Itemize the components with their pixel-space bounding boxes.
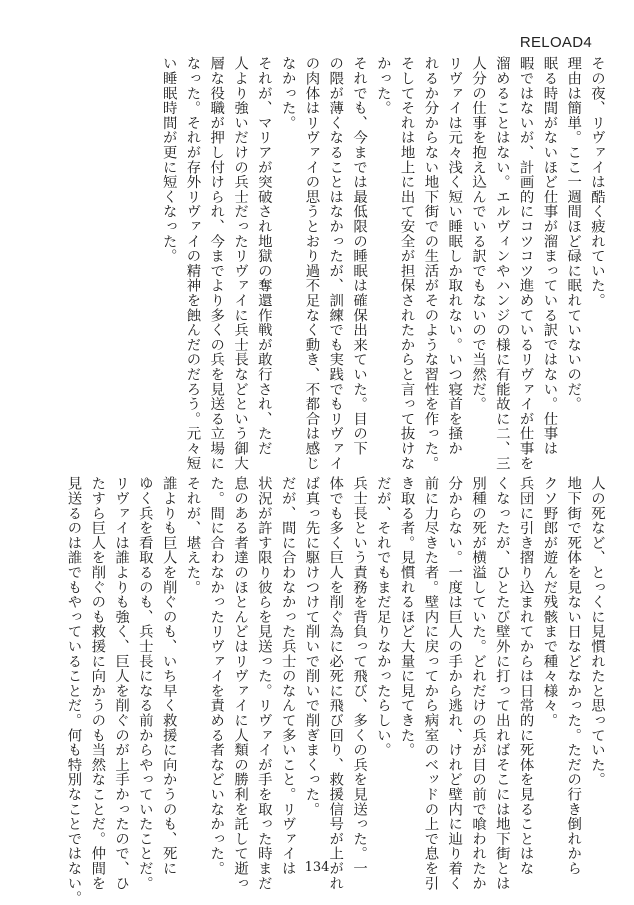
text-line: 分からない。一度は巨人の手から逃れ、けれど壁内に辿り着く xyxy=(446,476,463,891)
text-line: リヴァイは誰よりも強く、巨人を削ぐのが上手かったので、ひ xyxy=(113,476,130,891)
text-line: ゆく兵を看取るのも、兵士長になる前からやっていたことだ。 xyxy=(136,476,153,891)
text-line: 兵士長という責務を背負って飛び、多くの兵を見送った。一 xyxy=(351,476,368,876)
text-line: 理由は簡単。ここ一週間ほど碌に眠れていないのだ。 xyxy=(565,56,582,412)
text-line: かった。 xyxy=(374,56,391,116)
text-line: の肉体はリヴァイの思うとおり過不足なく動き、不都合は感じ xyxy=(303,56,320,471)
text-line: リヴァイは元々浅く短い睡眠しか取れない。いつ寝首を掻か xyxy=(446,56,463,456)
upper-text-block xyxy=(42,56,608,471)
text-line: 眠る時間がないほど仕事が溜まっている訳ではない。仕事は xyxy=(541,56,558,456)
text-line: それでも、今までは最低限の睡眠は確保出来ていた。目の下 xyxy=(351,56,368,456)
text-line: 地下街で死体を見ない日などなかった。ただの行き倒れから xyxy=(565,476,582,876)
text-line: の隈が薄くなることはなかったが、訓練でも実践でもリヴァイ xyxy=(327,56,344,471)
text-line: 溜めることはない。エルヴィンやハンジの様に有能故に二、三 xyxy=(493,56,510,471)
text-line: だが、それでもまだ足りなかったらしい。 xyxy=(374,476,391,758)
text-line: 層な役職が押し付けられ、今までより多くの兵を見送る立場に xyxy=(208,56,225,471)
text-line: なった。それが存外リヴァイの精神を蝕んだのだろう。元々短 xyxy=(184,56,201,471)
text-line: 息のある者達のほとんどはリヴァイに人類の勝利を託して逝っ xyxy=(232,476,249,891)
text-line: き取る者。見慣れるほど大量に見てきた。 xyxy=(398,476,415,758)
text-line: れるか分からない地下街での生活がそのような習性を作った。 xyxy=(422,56,439,471)
text-line: それが、マリアが突破され地獄の奪還作戦が敢行され、ただ xyxy=(255,56,272,456)
text-line: くなったが、ひとたび壁外に打って出ればそこには地下街とは xyxy=(493,476,510,891)
text-line: た。間に合わなかったリヴァイを責める者などいなかった。 xyxy=(208,476,225,876)
text-line: い睡眠時間が更に短くなった。 xyxy=(160,56,177,264)
text-line: 前に力尽きた者。壁内に戻ってから病室のベッドの上で息を引 xyxy=(422,476,439,891)
text-line: そしてそれは地上に出て安全が担保されたからと言って抜けな xyxy=(398,56,415,471)
text-line: 別種の死が横溢していた。どれだけの兵が目の前で喰われたか xyxy=(470,476,487,891)
text-line: 人の死など、とっくに見慣れたと思っていた。 xyxy=(589,476,605,787)
text-line: クソ野郎が遊んだ残骸まで種々様々。 xyxy=(541,476,558,728)
text-line: 兵団に引き摺り込まれてからは日常的に死体を見ることはな xyxy=(517,476,534,876)
text-line: それが、堪えた。 xyxy=(184,476,201,595)
text-line: 体でも多く巨人を削ぐ為に必死に飛び回り、救援信号が上がれ xyxy=(327,476,344,891)
text-line: 状況が許す限り彼らを見送った。リヴァイが手を取った時まだ xyxy=(255,476,272,891)
text-line: その夜、リヴァイは酷く疲れていた。 xyxy=(589,56,605,308)
page-number: 134 xyxy=(304,860,330,875)
text-line: 人分の仕事を抱え込んでいる訳でもないので当然だ。 xyxy=(470,56,487,412)
text-line: 誰よりも巨人を削ぐのも、いち早く救援に向かうのも、死に xyxy=(160,476,177,876)
text-line: 暇ではないが、計画的にコツコツ進めているリヴァイが仕事を xyxy=(517,56,534,471)
running-head: RELOAD4 xyxy=(519,34,592,51)
text-line: たすら巨人を削ぐのも救援に向かうのも当然なことだ。仲間を xyxy=(89,476,106,891)
text-line: なかった。 xyxy=(279,56,296,130)
text-line: ば真っ先に駆けつけて削いで削いで削ぎまくった。 xyxy=(303,476,320,817)
text-line: だが、間に合わなかった兵士のなんて多いこと。リヴァイは xyxy=(279,476,296,876)
text-line: 人より強いだけの兵士だったリヴァイに兵士長などという御大 xyxy=(232,56,249,471)
text-line: 見送るのは誰でもやっていることだ。何も特別なことではない。 xyxy=(65,476,82,905)
